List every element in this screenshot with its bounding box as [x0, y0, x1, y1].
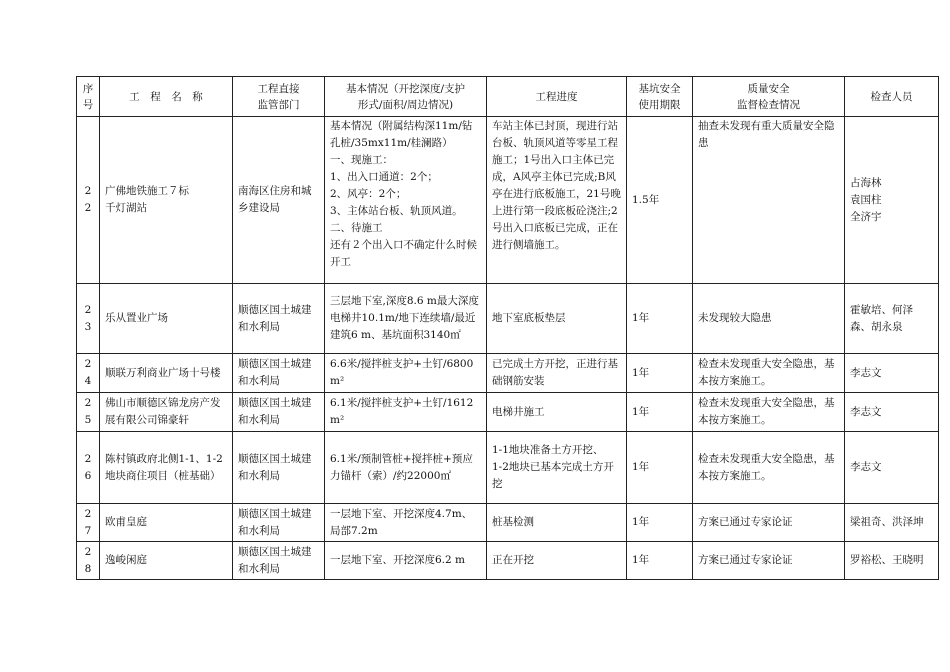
- cell-dept: 顺德区国土城建和水利局: [233, 504, 325, 542]
- cell-quality: 检查未发现重大安全隐患，基本按方案施工。: [693, 354, 845, 393]
- cell-inspectors: 梁祖奇、洪泽坤: [845, 504, 939, 542]
- cell-name: 广佛地铁施工７标 千灯湖站: [100, 117, 233, 284]
- cell-basic: 三层地下室,深度8.6 m最大深度电梯井10.1m/地下连续墙/最近建筑6 m、基坑面积3140㎡: [325, 284, 487, 354]
- cell-name: 顺联万利商业广场十号楼: [100, 354, 233, 393]
- cell-progress: 地下室底板垫层: [487, 284, 627, 354]
- cell-name: 佛山市顺德区锦龙房产发展有限公司锦豪轩: [100, 393, 233, 432]
- cell-inspectors: 李志文: [845, 393, 939, 432]
- cell-dept: 顺德区国土城建和水利局: [233, 432, 325, 504]
- cell-dept: 顺德区国土城建和水利局: [233, 542, 325, 580]
- cell-quality: 方案已通过专家论证: [693, 542, 845, 580]
- cell-progress: 已完成土方开挖，正进行基础钢筋安装: [487, 354, 627, 393]
- cell-dept: 顺德区国土城建和水利局: [233, 393, 325, 432]
- cell-quality: 抽查未发现有重大质量安全隐患: [693, 117, 845, 284]
- cell-name: 逸峻闲庭: [100, 542, 233, 580]
- cell-seq: 26: [77, 432, 100, 504]
- cell-quality: 未发现较大隐患: [693, 284, 845, 354]
- cell-inspectors: 李志文: [845, 354, 939, 393]
- cell-inspectors: 占海林 袁国柱 全济宇: [845, 117, 939, 284]
- header-inspectors: 检查人员: [845, 77, 939, 117]
- cell-period: 1年: [627, 284, 693, 354]
- header-basic: 基本情况（开挖深度/支护 形式/面积/周边情况): [325, 77, 487, 117]
- cell-dept: 顺德区国土城建和水利局: [233, 354, 325, 393]
- cell-progress: 电梯井施工: [487, 393, 627, 432]
- cell-period: 1年: [627, 354, 693, 393]
- cell-seq: 24: [77, 354, 100, 393]
- cell-basic: 基本情况（附属结构深11m/钻孔桩/35mx11m/桂澜路） 一、现施工： 1、出入口通道：2个； 2、风亭：2个； 3、主体站台板、轨顶风道。 二、待施工 还有２个出入口不确定什么时候开工: [325, 117, 487, 284]
- cell-basic: 6.6米/搅拌桩支护+土钉/6800m²: [325, 354, 487, 393]
- cell-period: 1年: [627, 504, 693, 542]
- cell-quality: 检查未发现重大安全隐患，基本按方案施工。: [693, 432, 845, 504]
- cell-quality: 方案已通过专家论证: [693, 504, 845, 542]
- cell-quality: 检查未发现重大安全隐患，基本按方案施工。: [693, 393, 845, 432]
- cell-name: 欧甫皇庭: [100, 504, 233, 542]
- cell-progress: 正在开挖: [487, 542, 627, 580]
- cell-seq: 22: [77, 117, 100, 284]
- table-row: [77, 354, 939, 393]
- header-seq: 序 号: [77, 77, 100, 117]
- header-quality: 质量安全 监督检查情况: [693, 77, 845, 117]
- cell-inspectors: 李志文: [845, 432, 939, 504]
- header-period: 基坑安全 使用期限: [627, 77, 693, 117]
- cell-name: 陈村镇政府北侧1-1、1-2地块商住项目（桩基础）: [100, 432, 233, 504]
- cell-period: 1年: [627, 393, 693, 432]
- cell-dept: 南海区住房和城乡建设局: [233, 117, 325, 284]
- inspection-table: [76, 76, 939, 580]
- header-name: 工 程 名 称: [100, 77, 233, 117]
- table-row: [77, 117, 939, 284]
- table-row: [77, 432, 939, 504]
- cell-seq: 25: [77, 393, 100, 432]
- cell-period: 1年: [627, 432, 693, 504]
- header-row: [77, 77, 939, 117]
- cell-seq: 23: [77, 284, 100, 354]
- cell-period: 1.5年: [627, 117, 693, 284]
- cell-name: 乐从置业广场: [100, 284, 233, 354]
- table-row: [77, 284, 939, 354]
- cell-seq: 27: [77, 504, 100, 542]
- cell-seq: 28: [77, 542, 100, 580]
- cell-progress: 1-1地块准备土方开挖、 1-2地块已基本完成土方开挖: [487, 432, 627, 504]
- cell-basic: 6.1米/搅拌桩支护+土钉/1612m²: [325, 393, 487, 432]
- cell-basic: 6.1米/预制管桩+搅拌桩+预应力锚杆（索）/约22000㎡: [325, 432, 487, 504]
- header-progress: 工程进度: [487, 77, 627, 117]
- cell-dept: 顺德区国土城建和水利局: [233, 284, 325, 354]
- cell-progress: 车站主体已封顶，现进行站台板、轨顶风道等零星工程施工；1号出入口主体已完成，A风亭主体已完成;B风亭在进行底板施工，21号晚上进行第一段底板砼浇注;2号出入口底板已完成，正在进行侧墙施工。: [487, 117, 627, 284]
- table-row: [77, 504, 939, 542]
- table-row: [77, 393, 939, 432]
- header-dept: 工程直接 监管部门: [233, 77, 325, 117]
- cell-progress: 桩基检测: [487, 504, 627, 542]
- cell-basic: 一层地下室、开挖深度4.7m、局部7.2m: [325, 504, 487, 542]
- cell-inspectors: 罗裕松、王晓明: [845, 542, 939, 580]
- cell-basic: 一层地下室、开挖深度6.2 m: [325, 542, 487, 580]
- cell-inspectors: 霍敏培、何泽森、胡永泉: [845, 284, 939, 354]
- cell-period: 1年: [627, 542, 693, 580]
- table-row: [77, 542, 939, 580]
